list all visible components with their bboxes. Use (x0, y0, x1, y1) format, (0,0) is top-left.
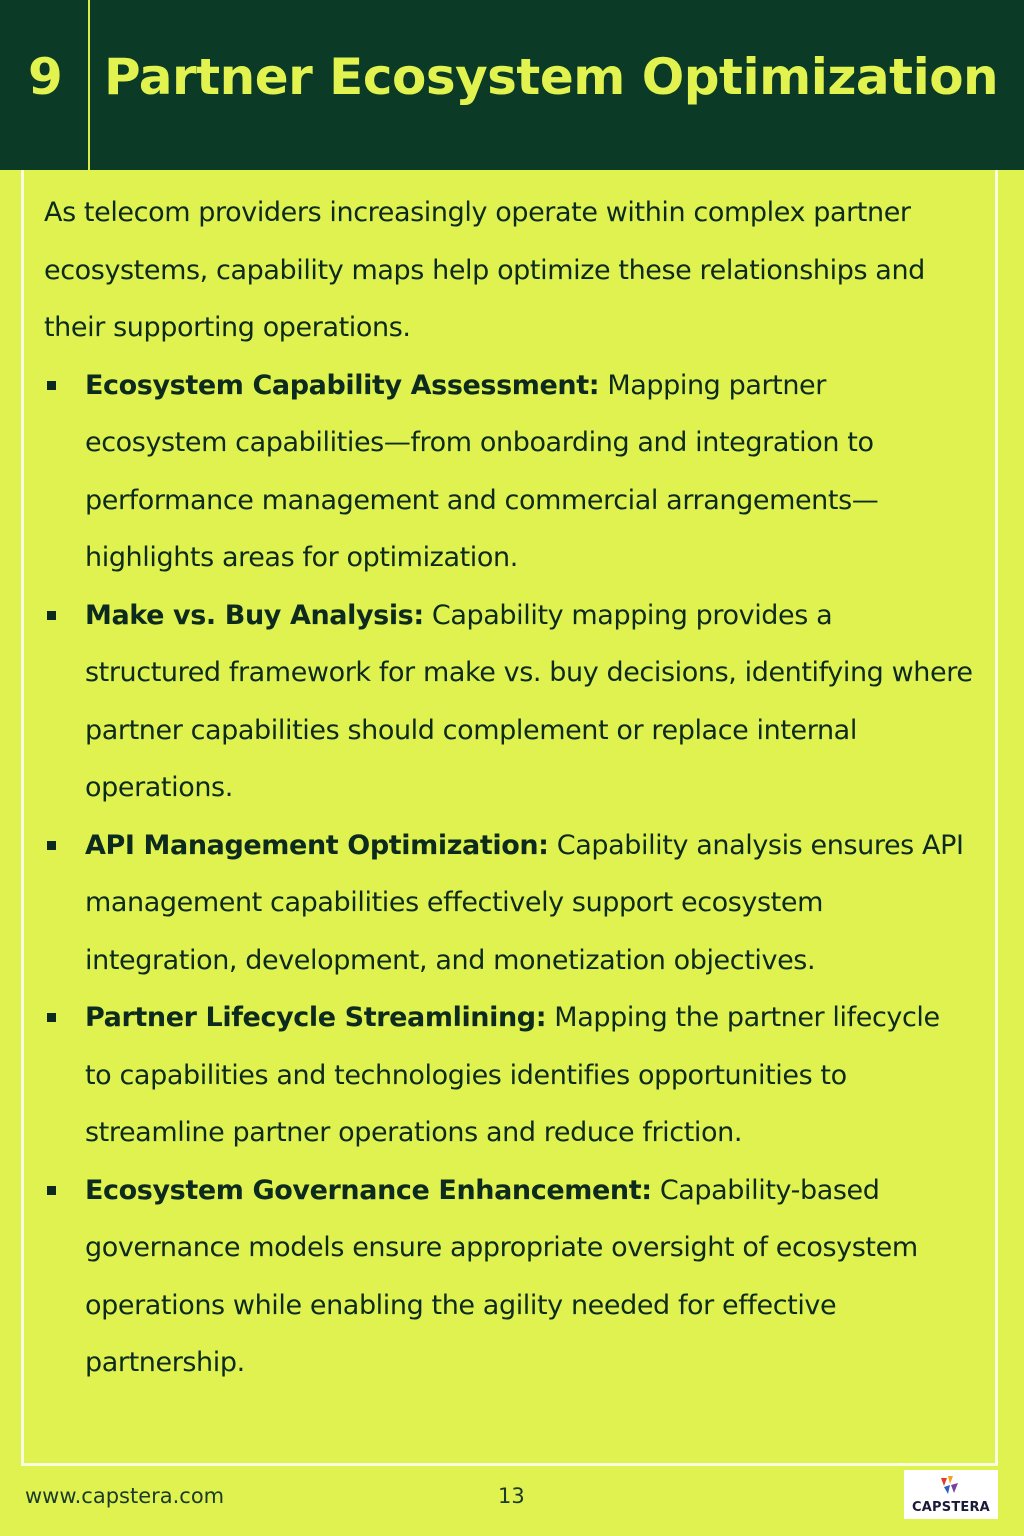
square-bullet-icon (47, 1013, 56, 1022)
bullet-text: Capability analysis ensures API management capabilities effectively support ecosystem integration, development, and monetization objectives. (85, 829, 964, 976)
bullet-term: API Management Optimization: (85, 829, 549, 861)
section-body (44, 184, 974, 1392)
section-number: 9 (28, 48, 63, 106)
square-bullet-icon (47, 611, 56, 620)
intro-paragraph: As telecom providers increasingly operate within complex partner ecosystems, capability maps help optimize these relationships and their supporting operations. (44, 197, 925, 343)
bullet-term: Partner Lifecycle Streamlining: (85, 1002, 547, 1033)
bullet-item-ecosystem-capability-assessment (44, 357, 974, 587)
bullet-text: Mapping the partner lifecycle to capabilities and technologies identifies opportunities to streamline partner operations and reduce friction. (85, 1002, 940, 1148)
bullet-list (44, 357, 974, 1392)
bullet-text: Capability mapping provides a structured framework for make vs. buy decisions, identifying where partner capabilities should complement or replace internal operations. (85, 599, 973, 803)
bullet-item-api-management-optimization (44, 817, 974, 990)
bullet-item-partner-lifecycle-streamlining (44, 989, 974, 1162)
logo-text: CAPSTERA (912, 1500, 990, 1515)
header-divider (88, 0, 90, 170)
website-link[interactable]: www.capstera.com (25, 1484, 225, 1508)
bullet-term: Ecosystem Capability Assessment: (85, 369, 600, 401)
square-bullet-icon (47, 381, 56, 390)
bullet-term: Ecosystem Governance Enhancement: (85, 1174, 652, 1206)
section-header (0, 0, 1024, 170)
bullet-text: Capability-based governance models ensure appropriate oversight of ecosystem operations while enabling the agility needed for effective partnership. (85, 1174, 918, 1378)
square-bullet-icon (47, 841, 56, 850)
bullet-item-make-vs-buy-analysis (44, 587, 974, 817)
section-title: Partner Ecosystem Optimization (104, 48, 999, 106)
page-number: 13 (498, 1484, 525, 1508)
bullet-term: Make vs. Buy Analysis: (85, 599, 424, 631)
square-bullet-icon (47, 1186, 56, 1195)
bullet-item-ecosystem-governance-enhancement (44, 1162, 974, 1392)
capstera-logo (904, 1470, 998, 1519)
bullet-text: Mapping partner ecosystem capabilities—from onboarding and integration to performance management and commercial arrangements— highlights areas for optimization. (85, 369, 879, 573)
capstera-logo-mark-icon (938, 1474, 964, 1500)
